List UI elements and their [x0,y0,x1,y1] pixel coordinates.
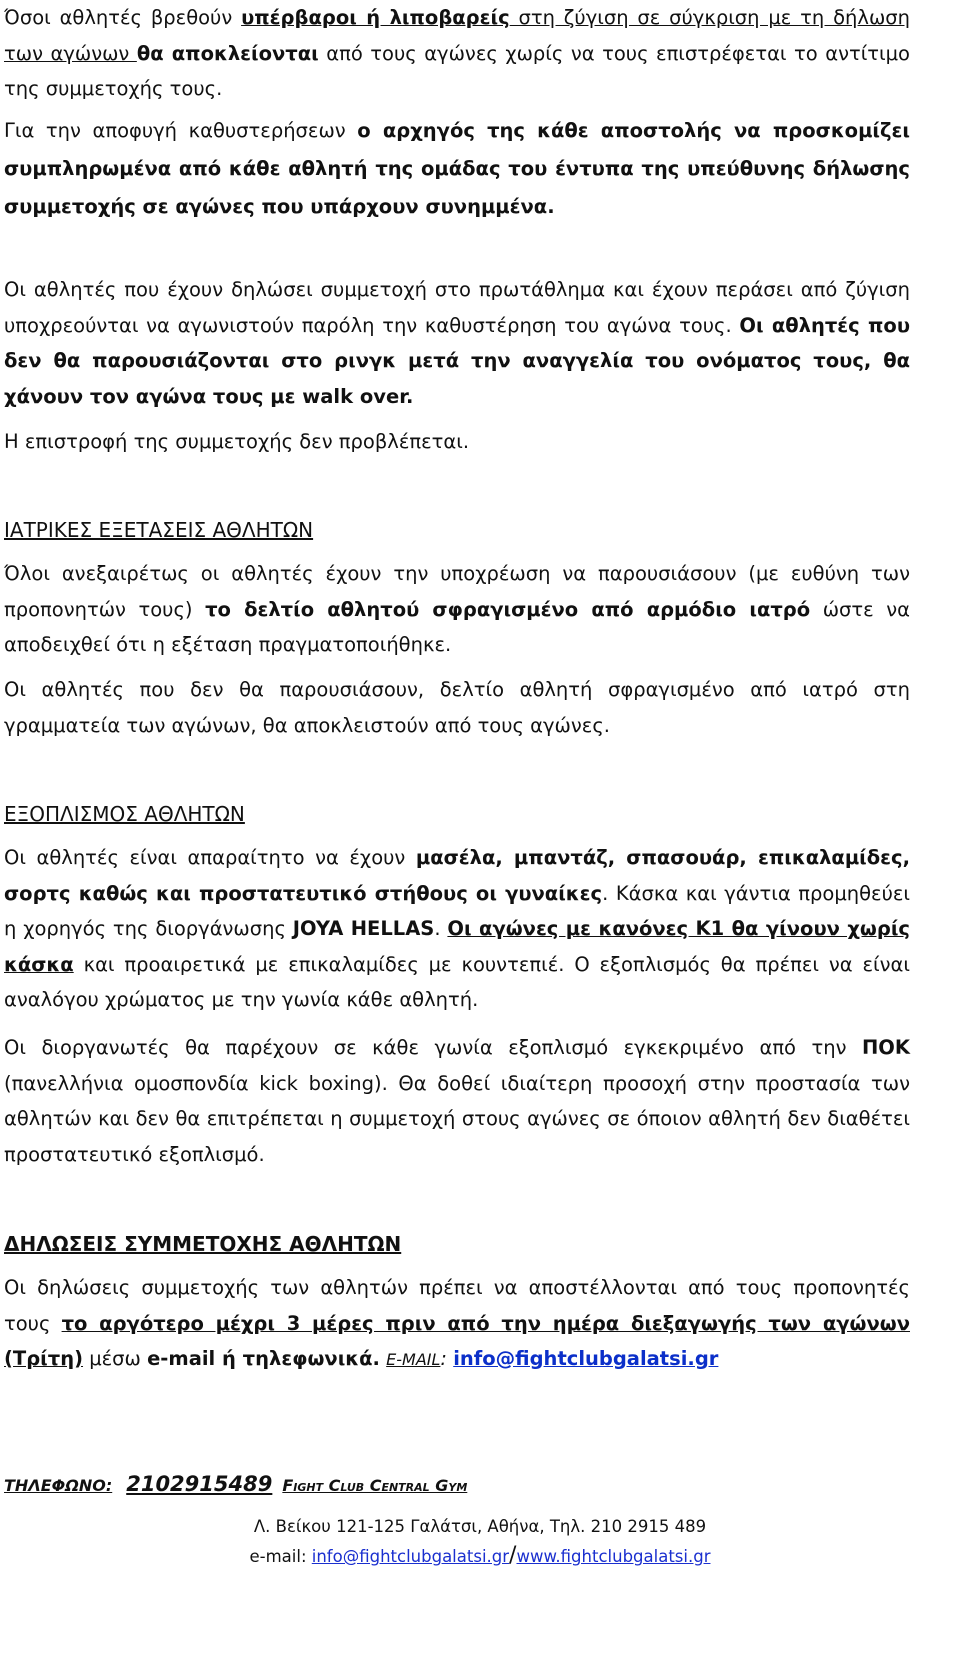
emphasis-overweight: υπέρβαροι ή λιποβαρείς [241,6,510,29]
footer-website-link[interactable]: www.fightclubgalatsi.gr [516,1547,711,1566]
heading-medical-exams: ΙΑΤΡΙΚΕΣ ΕΞΕΤΑΣΕΙΣ ΑΘΛΗΤΩΝ [4,518,314,542]
text-run: Για την αποφυγή καθυστερήσεων [4,119,358,142]
federation-acronym: ΠΟΚ [861,1036,910,1059]
text-run: Όλοι ανεξαιρέτως οι αθλητές έχουν την υποχρέωση να παρουσιάσουν (με ευθύνη των προπονητών τους) [4,562,910,621]
text-run: Οι αθλητές που δεν θα παρουσιάσουν, δελτίο αθλητή σφραγισμένο από ιατρό στη γραμματεία των αγώνων, θα αποκλειστούν από τους αγώνες. [4,678,910,737]
text-run: : [440,1347,447,1370]
text-run: (πανελλήνια ομοσπονδία kick boxing). Θα δοθεί ιδιαίτερη προσοχή στην προστασία των αθλητών και δεν θα επιτρέπεται η συμμετοχή στους αγώνες σε όποιον αθλητή δεν διαθέτει προστατευτικό εξοπλισμό. [4,1071,910,1166]
paragraph-organizer-equipment [4,1030,910,1172]
paragraph-medical-exclusion [4,672,910,743]
text-run: Οι διοργανωτές θα παρέχουν σε κάθε γωνία εξοπλισμό εγκεκριμένο από την [4,1036,862,1059]
emphasis-k1-no-helmet: Οι αγώνες με κανόνες Κ1 θα γίνουν χωρίς κάσκα [4,917,910,976]
text-run: Οι αθλητές είναι απαραίτητο να έχουν [4,846,416,869]
phone-number: 2102915489 [126,1472,273,1496]
text-run: Όσοι αθλητές βρεθούν [4,6,242,29]
text-run: Η επιστροφή της συμμετοχής δεν προβλέπεται. [4,430,470,453]
paragraph-equipment-required [4,840,910,1018]
footer-address [0,1512,960,1541]
emphasis-deadline: το αργότερο μέχρι 3 μέρες πριν από την ημέρα διεξαγωγής των αγώνων (Τρίτη) [4,1311,910,1370]
text-run: Οι αθλητές που έχουν δηλώσει συμμετοχή στο πρωτάθλημα και έχουν περάσει από ζύγιση υποχρεούνται να αγωνιστούν παρόλη την καθυστέρηση του αγώνα τους. [4,278,910,337]
text-run: ώστε να αποδειχθεί ότι η εξέταση πραγματοποιήθηκε. [4,597,910,656]
email-link[interactable]: info@fightclubgalatsi.gr [453,1347,719,1370]
emphasis-equipment-list: μασέλα, μπαντάζ, σπασουάρ, επικαλαμίδες, σορτς καθώς και προστατευτικό στήθους οι γυναίκες [4,846,910,905]
emphasis-contact-method: e-mail ή τηλεφωνικά. [147,1347,380,1370]
footer-email-link[interactable]: info@fightclubgalatsi.gr [311,1547,510,1566]
footer-address-text: Λ. Βείκου 121-125 Γαλάτσι, Αθήνα, Τηλ. 210 2915 489 [253,1517,707,1536]
paragraph-compete-obligation [4,272,910,414]
emphasis-walk-over: Οι αθλητές που δεν θα παρουσιάζονται στο ρινγκ μετά την αναγγελία του ονόματος τους, θα χάνουν τον αγώνα τους με walk over. [4,313,910,408]
footer-email-label: e-mail: [249,1547,312,1566]
text-run: και προαιρετικά με επικαλαμίδες με κουντεπιέ. Ο εξοπλισμός θα πρέπει να είναι αναλόγου χρώματος με την γωνία κάθε αθλητή. [4,952,910,1011]
text-run: μέσω [83,1347,148,1370]
emphasis-excluded: θα αποκλείονται [136,41,319,65]
text-run: . Κάσκα και γάντια προμηθεύει η χορηγός της διοργάνωσης [4,881,910,940]
text-run: Οι δηλώσεις συμμετοχής των αθλητών πρέπει να αποστέλλονται από τους προπονητές τους [4,1276,910,1335]
text-run-underlined: στη ζύγιση σε σύγκριση με τη δήλωση των αγώνων [4,6,910,65]
paragraph-weigh-in-exclusion [4,0,910,107]
footer-contacts [0,1541,960,1571]
paragraph-team-leader-forms [4,112,910,226]
paragraph-no-refund [4,424,910,460]
paragraph-medical-card [4,556,910,663]
emphasis-forms: ο αρχηγός της κάθε αποστολής να προσκομίζει συμπληρωμένα από κάθε αθλητή της ομάδας του έντυπα της υπεύθυνης δήλωσης συμμετοχής σε αγώνες που υπάρχουν συνημμένα. [4,119,911,218]
phone-label: ΤΗΛΕΦΩΝΟ: [4,1476,113,1495]
gym-name: Fight Club Central Gym [282,1476,468,1495]
text-run: . [434,917,448,940]
text-run: από τους αγώνες χωρίς να τους επιστρέφεται το αντίτιμο της συμμετοχής τους. [4,41,910,100]
phone-line [4,1470,467,1500]
footer-separator: / [509,1543,517,1568]
heading-declarations: ΔΗΛΩΣΕΙΣ ΣΥΜΜΕΤΟΧΗΣ ΑΘΛΗΤΩΝ [4,1232,402,1256]
sponsor-name: JOYA HELLAS [292,917,435,940]
emphasis-medical-card: το δελτίο αθλητού σφραγισμένο από αρμόδιο ιατρό [205,597,811,621]
paragraph-declarations-deadline [4,1270,910,1378]
email-label: E-MAIL [386,1350,441,1369]
heading-equipment: ΕΞΟΠΛΙΣΜΟΣ ΑΘΛΗΤΩΝ [4,802,245,826]
